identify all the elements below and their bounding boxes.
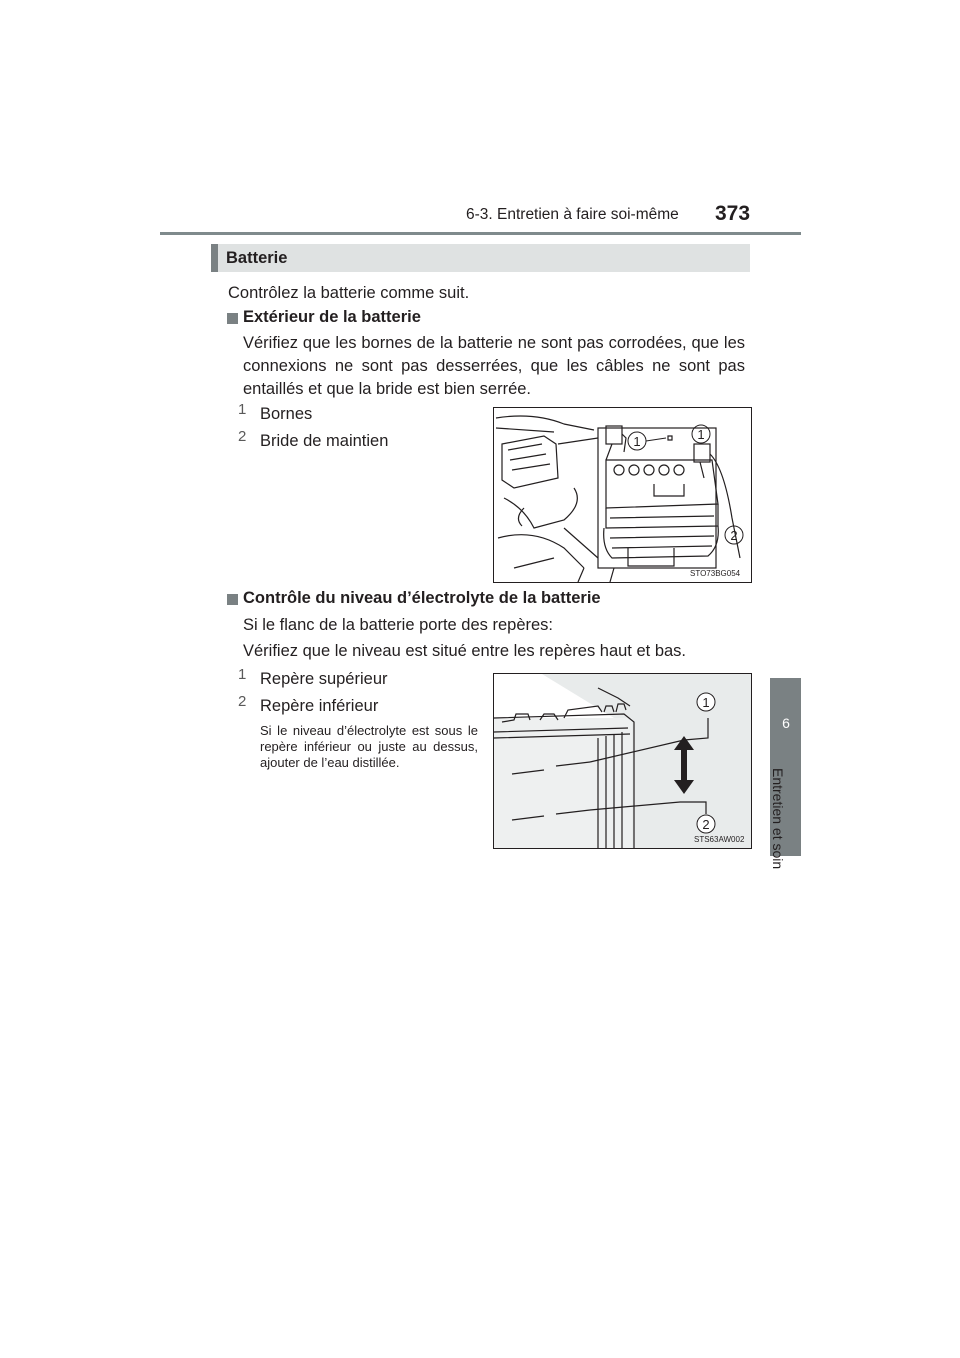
callout-number-1: 1	[238, 666, 247, 683]
electrolyte-heading: Contrôle du niveau d’électrolyte de la batterie	[243, 589, 601, 607]
square-bullet-icon	[227, 313, 238, 324]
section-title-bar	[211, 244, 750, 272]
figure-callout-1a: 1	[633, 434, 641, 449]
figure-callout-lower: 2	[702, 817, 710, 832]
intro-text: Contrôlez la batterie comme suit.	[228, 284, 470, 302]
callout-label-upper-mark: Repère supérieur	[260, 670, 388, 688]
callout-label-lower-mark: Repère inférieur	[260, 697, 379, 715]
figure-code: STO73BG054	[690, 569, 741, 578]
callout-number-1: 1	[238, 401, 247, 418]
figure-callout-upper: 1	[702, 695, 710, 710]
section-title: Batterie	[226, 249, 288, 267]
callout-number-2: 2	[238, 693, 247, 710]
figure-callout-1b: 1	[697, 427, 705, 442]
callout-label-bride: Bride de maintien	[260, 432, 389, 450]
chapter-number: 6	[782, 715, 790, 731]
exterior-paragraph: Vérifiez que les bornes de la batterie ne sont pas corrodées, que les connexions ne sont pas desserrées, que les câbles ne sont pas entaillés et que la bride est bien serrée.	[243, 334, 745, 398]
square-bullet-icon	[227, 594, 238, 605]
callout-number-2: 2	[238, 428, 247, 445]
page-number: 373	[715, 202, 751, 225]
electrolyte-level-figure	[493, 673, 752, 849]
header-divider	[160, 232, 801, 235]
electrolyte-note: Si le niveau d’électrolyte est sous le repère inférieur ou juste au dessus, ajouter de l’eau distillée.	[260, 723, 478, 770]
electrolyte-line-2: Vérifiez que le niveau est situé entre les repères haut et bas.	[243, 642, 687, 660]
running-header-section: 6-3. Entretien à faire soi-même	[466, 206, 679, 223]
exterior-heading: Extérieur de la batterie	[243, 308, 421, 326]
chapter-label: Entretien et soin	[770, 768, 786, 870]
figure-code: STS63AW002	[694, 835, 745, 844]
battery-exterior-figure	[493, 407, 752, 583]
callout-label-bornes: Bornes	[260, 405, 313, 423]
electrolyte-line-1: Si le flanc de la batterie porte des repères:	[243, 616, 554, 634]
section-title-accent	[211, 244, 218, 272]
figure-callout-2: 2	[730, 528, 738, 543]
